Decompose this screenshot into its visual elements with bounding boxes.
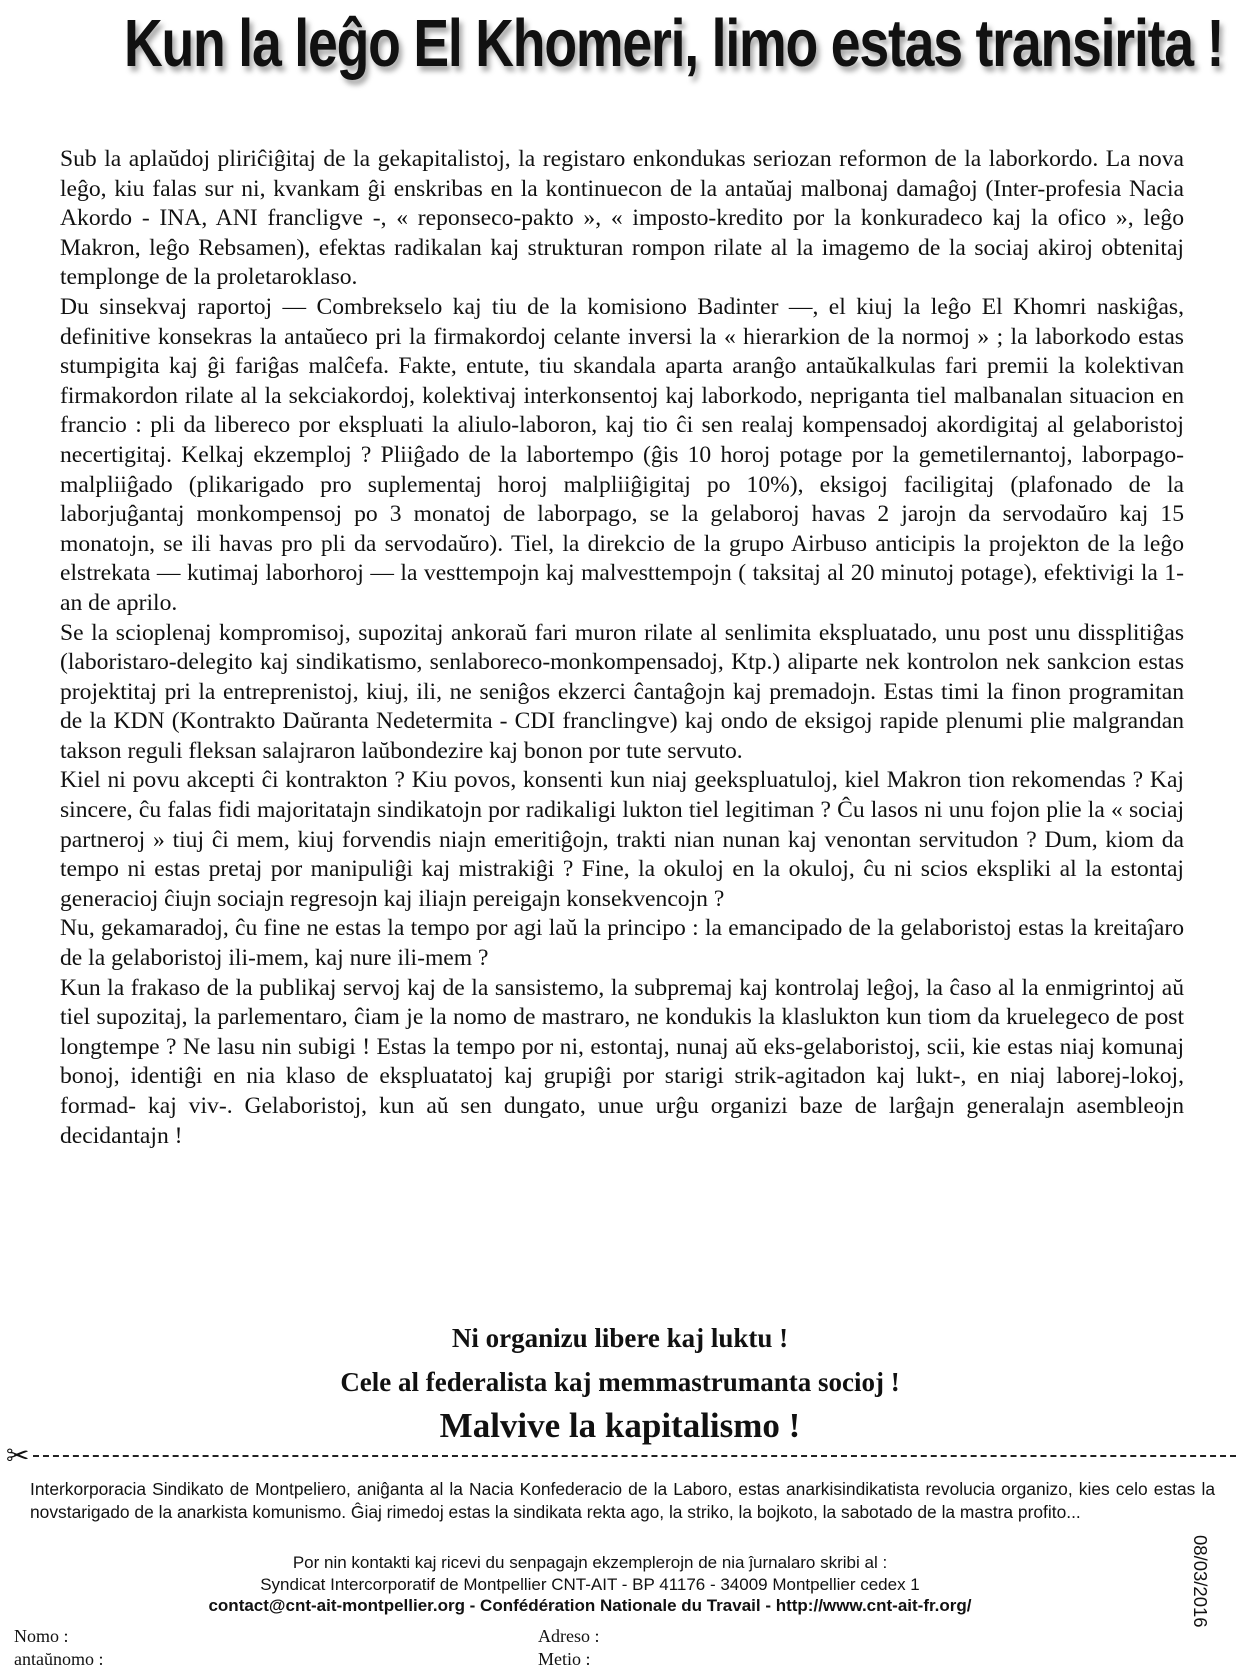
paragraph: Se la scioplenaj kompromisoj, supozitaj ankoraŭ fari muron rilate al senlimita ekspluatado, unu post unu dissplitiĝas (laboristaro-delegito kaj sindikatismo, senlaboreco-monkompensadoj, Ktp.) aliparte nek kontrolon nek sankcion estas projektitaj pri la entreprenistoj, kiuj, ili, ne seniĝos ekzerci ĉantaĝojn kaj premadojn. Estas timi la finon programitan de la KDN (Kontrakto Daŭranta Nedetermita - CDI franclingve) kaj ondo de eksigoj rapide plenumi plie malgrandan takson reguli fleksan salajraron laŭbondezire kaj bonon por tute servuto. bbox=[60, 619, 1184, 764]
slogan-organize: Ni organizu libere kaj luktu ! bbox=[451, 1323, 789, 1353]
form-left bbox=[14, 1625, 103, 1671]
scissors-icon: ✂ bbox=[6, 1439, 30, 1472]
slogan-capitalism: Malvive la kapitalismo ! bbox=[439, 1406, 801, 1445]
organization-description: Interkorporacia Sindikato de Montpeliero, aniĝanta al la Nacia Konfederacio de la Laboro, estas anarkisindikatista revolucia organizo, kies celo estas la novstarigado de la anarkista komunismo. Ĝiaj rimedoj estas la sindikata rekta ago, la striko, la bojkoto, la sabotado de la mastra profito... bbox=[30, 1479, 1215, 1522]
surname-field-label: antaŭnomo : bbox=[14, 1649, 104, 1669]
issue-date: 08/03/2016 bbox=[1190, 1535, 1211, 1628]
job-field-label: Metio : bbox=[538, 1649, 591, 1669]
name-field-label: Nomo : bbox=[14, 1626, 69, 1646]
paragraph: Sub la aplaŭdoj pliriĉiĝitaj de la gekapitalistoj, la registaro enkondukas seriozan reformon de la laborkordo. La nova leĝo, kiu falas sur ni, kvankam ĝi enskribas en la kontinuecon de la antaŭaj malbonaj damaĝoj (Inter-profesia Nacia Akordo - INA, ANI francligve -, « reponseco-pakto », « imposto-kredito por la konkuradeco kaj la ofico », leĝo Makron, leĝo Rebsamen), efektas radikalan kaj strukturan rompon rilate al la imagemo de la sociaj akiroj obtenitaj templonge de la proletaroklaso. bbox=[60, 146, 1184, 291]
address-field-label: Adreso : bbox=[538, 1626, 600, 1646]
paragraph: Kiel ni povu akcepti ĉi kontrakton ? Kiu povos, konsenti kun niaj geekspluatuloj, kiel Makron tion rekomendas ? Kaj sincere, ĉu falas fidi majoritatajn sindikatojn por radikaligi lukton tiel legitiman ? Ĉu lasos ni unu fojon plie la « sociaj partneroj » tiuj ĉi mem, kiuj forvendis niajn emeritiĝojn, trakti nian nunan kaj venontan servitudon ? Dum, kiom da tempo ni estas pretaj por manipuliĝi kaj mistrakiĝi ? Fine, la okuloj en la okuloj, ĉu ni scios ekspliki al la estontaj generacioj ĉiujn sociajn regresojn kaj iliajn pereigajn konsekvencojn ? bbox=[60, 767, 1184, 912]
article-body bbox=[60, 145, 1184, 1151]
contact-links: contact@cnt-ait-montpellier.org - Confédération Nationale du Travail - http://www.cnt-ait-fr.org/ bbox=[208, 1596, 972, 1615]
contact-block bbox=[150, 1552, 1030, 1617]
paragraph: Du sinsekvaj raportoj — Combrekselo kaj tiu de la komisiono Badinter —, el kiuj la leĝo El Khomri naskiĝas, definitive konsekras la antaŭeco pri la firmakordoj celante inversi la « hierarkion de la normoj » ; la laborkodo estas stumpigita kaj ĝi fariĝas malĉefa. Fakte, entute, tiu skandala aparta aranĝo antaŭkalkulas fari premii la kolektivan firmakordon rilate al la sekciakordoj, kolektivaj interkonsentoj kaj laborkodo, nepriganta tiel malbanalan situacion en francio : pli da libereco por ekspluati la aliulo-laboron, kaj tio ĉi sen realaj kompensadoj akordigitaj al gelaboristoj necertigitaj. Kelkaj ekzemploj ? Pliiĝado de la labortempo (ĝis 10 horoj potage por la gemetilernantoj, laborpago-malpliiĝado (plikarigado pro suplementaj horoj malpliiĝigitaj po 10%), eksigoj faciligitaj (plafonado de la laborjuĝantaj monkompensoj po 3 monatoj de laborpago, se la gelaboroj havas 2 jarojn da servodaŭro kaj 15 monatojn, se ili havas pro pli da servodaŭro). Tiel, la direkcio de la grupo Airbuso anticipis la projekton de la leĝo elstrekata — kutimaj laborhoroj — la vesttempojn kaj malvesttempojn ( taksitaj al 20 minutoj potage), efektivigi la 1-an de aprilo. bbox=[60, 293, 1184, 616]
page-title: Kun la leĝo El Khomeri, limo estas transirita ! bbox=[124, 6, 1224, 81]
contact-intro: Por nin kontakti kaj ricevi du senpagajn ekzemplerojn de nia ĵurnalaro skribi al : bbox=[292, 1553, 888, 1572]
paragraph: Kun la frakaso de la publikaj servoj kaj de la sansistemo, la subpremaj kaj kontrolaj leĝoj, la ĉaso al la enmigrintoj aŭ tiel supozitaj, la parlementaro, ĉiam je la nomo de mastraro, ne kondukis la klaslukton kun tiom da kruelegeco de post longtempe ? Ne lasu nin subigi ! Estas la tempo por ni, estontaj, nunaj aŭ eks-gelaboristoj, scii, kie estas niaj komunaj bonoj, identiĝi en nia klaso de ekspluatatoj kaj grupiĝi por starigi strik-agitadon kaj lukt-, en niaj laborej-lokoj, formad- kaj viv-. Gelaboristoj, kun aŭ sen dungato, unue urĝu organizi baze de larĝajn generalajn asembleojn decidantajn ! bbox=[60, 974, 1184, 1149]
cut-line bbox=[6, 1439, 1236, 1472]
slogan-federalist: Cele al federalista kaj memmastrumanta socioj ! bbox=[340, 1367, 900, 1397]
postal-address: Syndicat Intercorporatif de Montpellier CNT-AIT - BP 41176 - 34009 Montpellier cedex 1 bbox=[260, 1574, 920, 1594]
slogans bbox=[0, 1320, 1240, 1448]
paragraph: Nu, gekamaradoj, ĉu fine ne estas la tempo por agi laŭ la principo : la emancipado de la gelaboristoj estas la kreitaĵaro de la gelaboristoj ili-mem, kaj nure ili-mem ? bbox=[60, 915, 1184, 972]
form-right bbox=[538, 1625, 600, 1671]
dashed-divider bbox=[33, 1455, 1236, 1457]
